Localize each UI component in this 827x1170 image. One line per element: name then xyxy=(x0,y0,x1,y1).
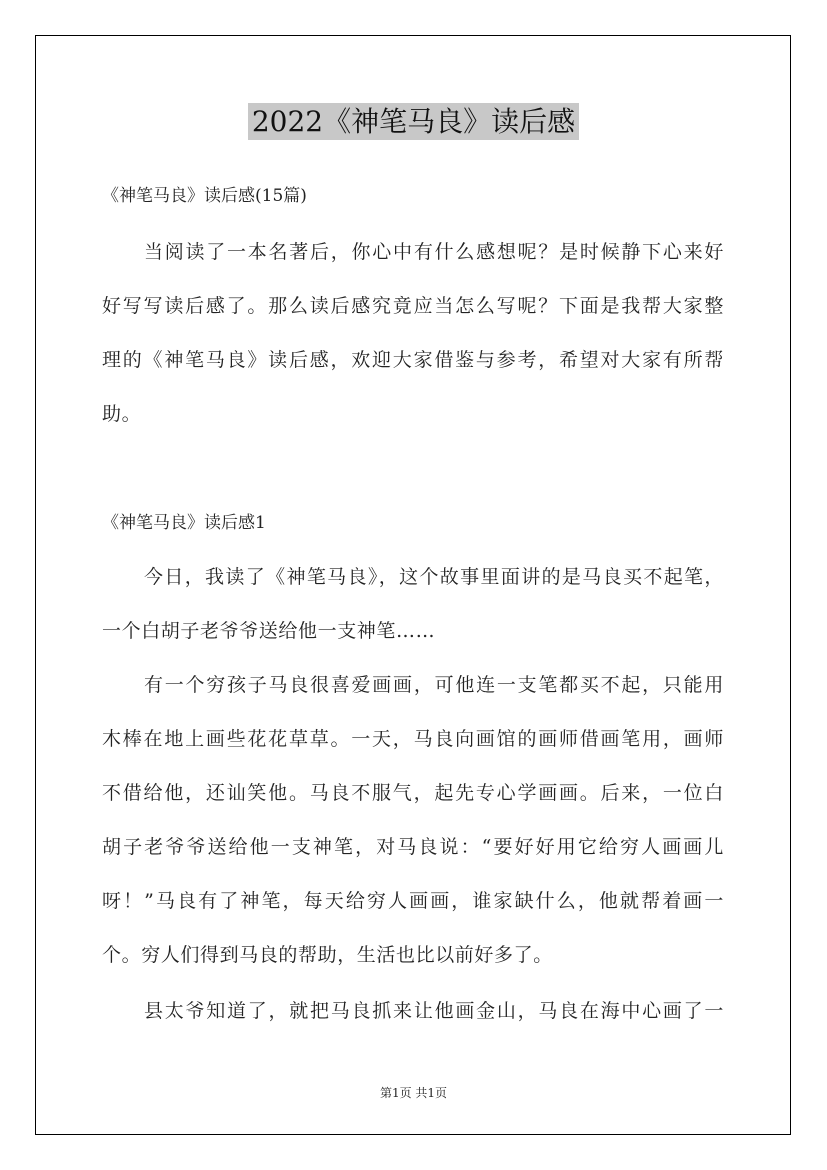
page-number-footer: 第1页 共1页 xyxy=(379,1086,448,1100)
section-heading-1: 《神笔马良》读后感1 xyxy=(102,513,266,533)
intro-line-3: 理的《神笔马良》读后感，欢迎大家借鉴与参考，希望对大家有所帮 xyxy=(102,349,724,371)
intro-line-2: 好写写读后感了。那么读后感究竟应当怎么写呢？下面是我帮大家整 xyxy=(102,295,724,317)
p1-line-2: 一个白胡子老爷爷送给他一支神笔…… xyxy=(102,620,436,642)
p1-line-1: 今日，我读了《神笔马良》，这个故事里面讲的是马良买不起笔， xyxy=(144,566,724,588)
p2-line-4: 胡子老爷爷送给他一支神笔，对马良说：“要好好用它给穷人画画儿 xyxy=(102,836,724,858)
p2-line-3: 不借给他，还讪笑他。马良不服气，起先专心学画画。后来，一位白 xyxy=(102,782,724,804)
p2-line-1: 有一个穷孩子马良很喜爱画画，可他连一支笔都买不起，只能用 xyxy=(144,674,724,696)
p2-line-2: 木棒在地上画些花花草草。一天，马良向画馆的画师借画笔用，画师 xyxy=(102,728,724,750)
intro-line-1: 当阅读了一本名著后，你心中有什么感想呢？是时候静下心来好 xyxy=(144,241,724,263)
p2-line-5: 呀！”马良有了神笔，每天给穷人画画，谁家缺什么，他就帮着画一 xyxy=(102,890,724,912)
document-title-wrap xyxy=(0,100,827,144)
document-title: 2022《神笔马良》读后感 xyxy=(248,103,579,140)
intro-line-4: 助。 xyxy=(102,403,142,425)
document-subtitle: 《神笔马良》读后感(15篇) xyxy=(102,186,307,206)
p3-line-1: 县太爷知道了，就把马良抓来让他画金山，马良在海中心画了一 xyxy=(144,1000,724,1022)
p2-line-6: 个。穷人们得到马良的帮助，生活也比以前好多了。 xyxy=(102,944,553,966)
